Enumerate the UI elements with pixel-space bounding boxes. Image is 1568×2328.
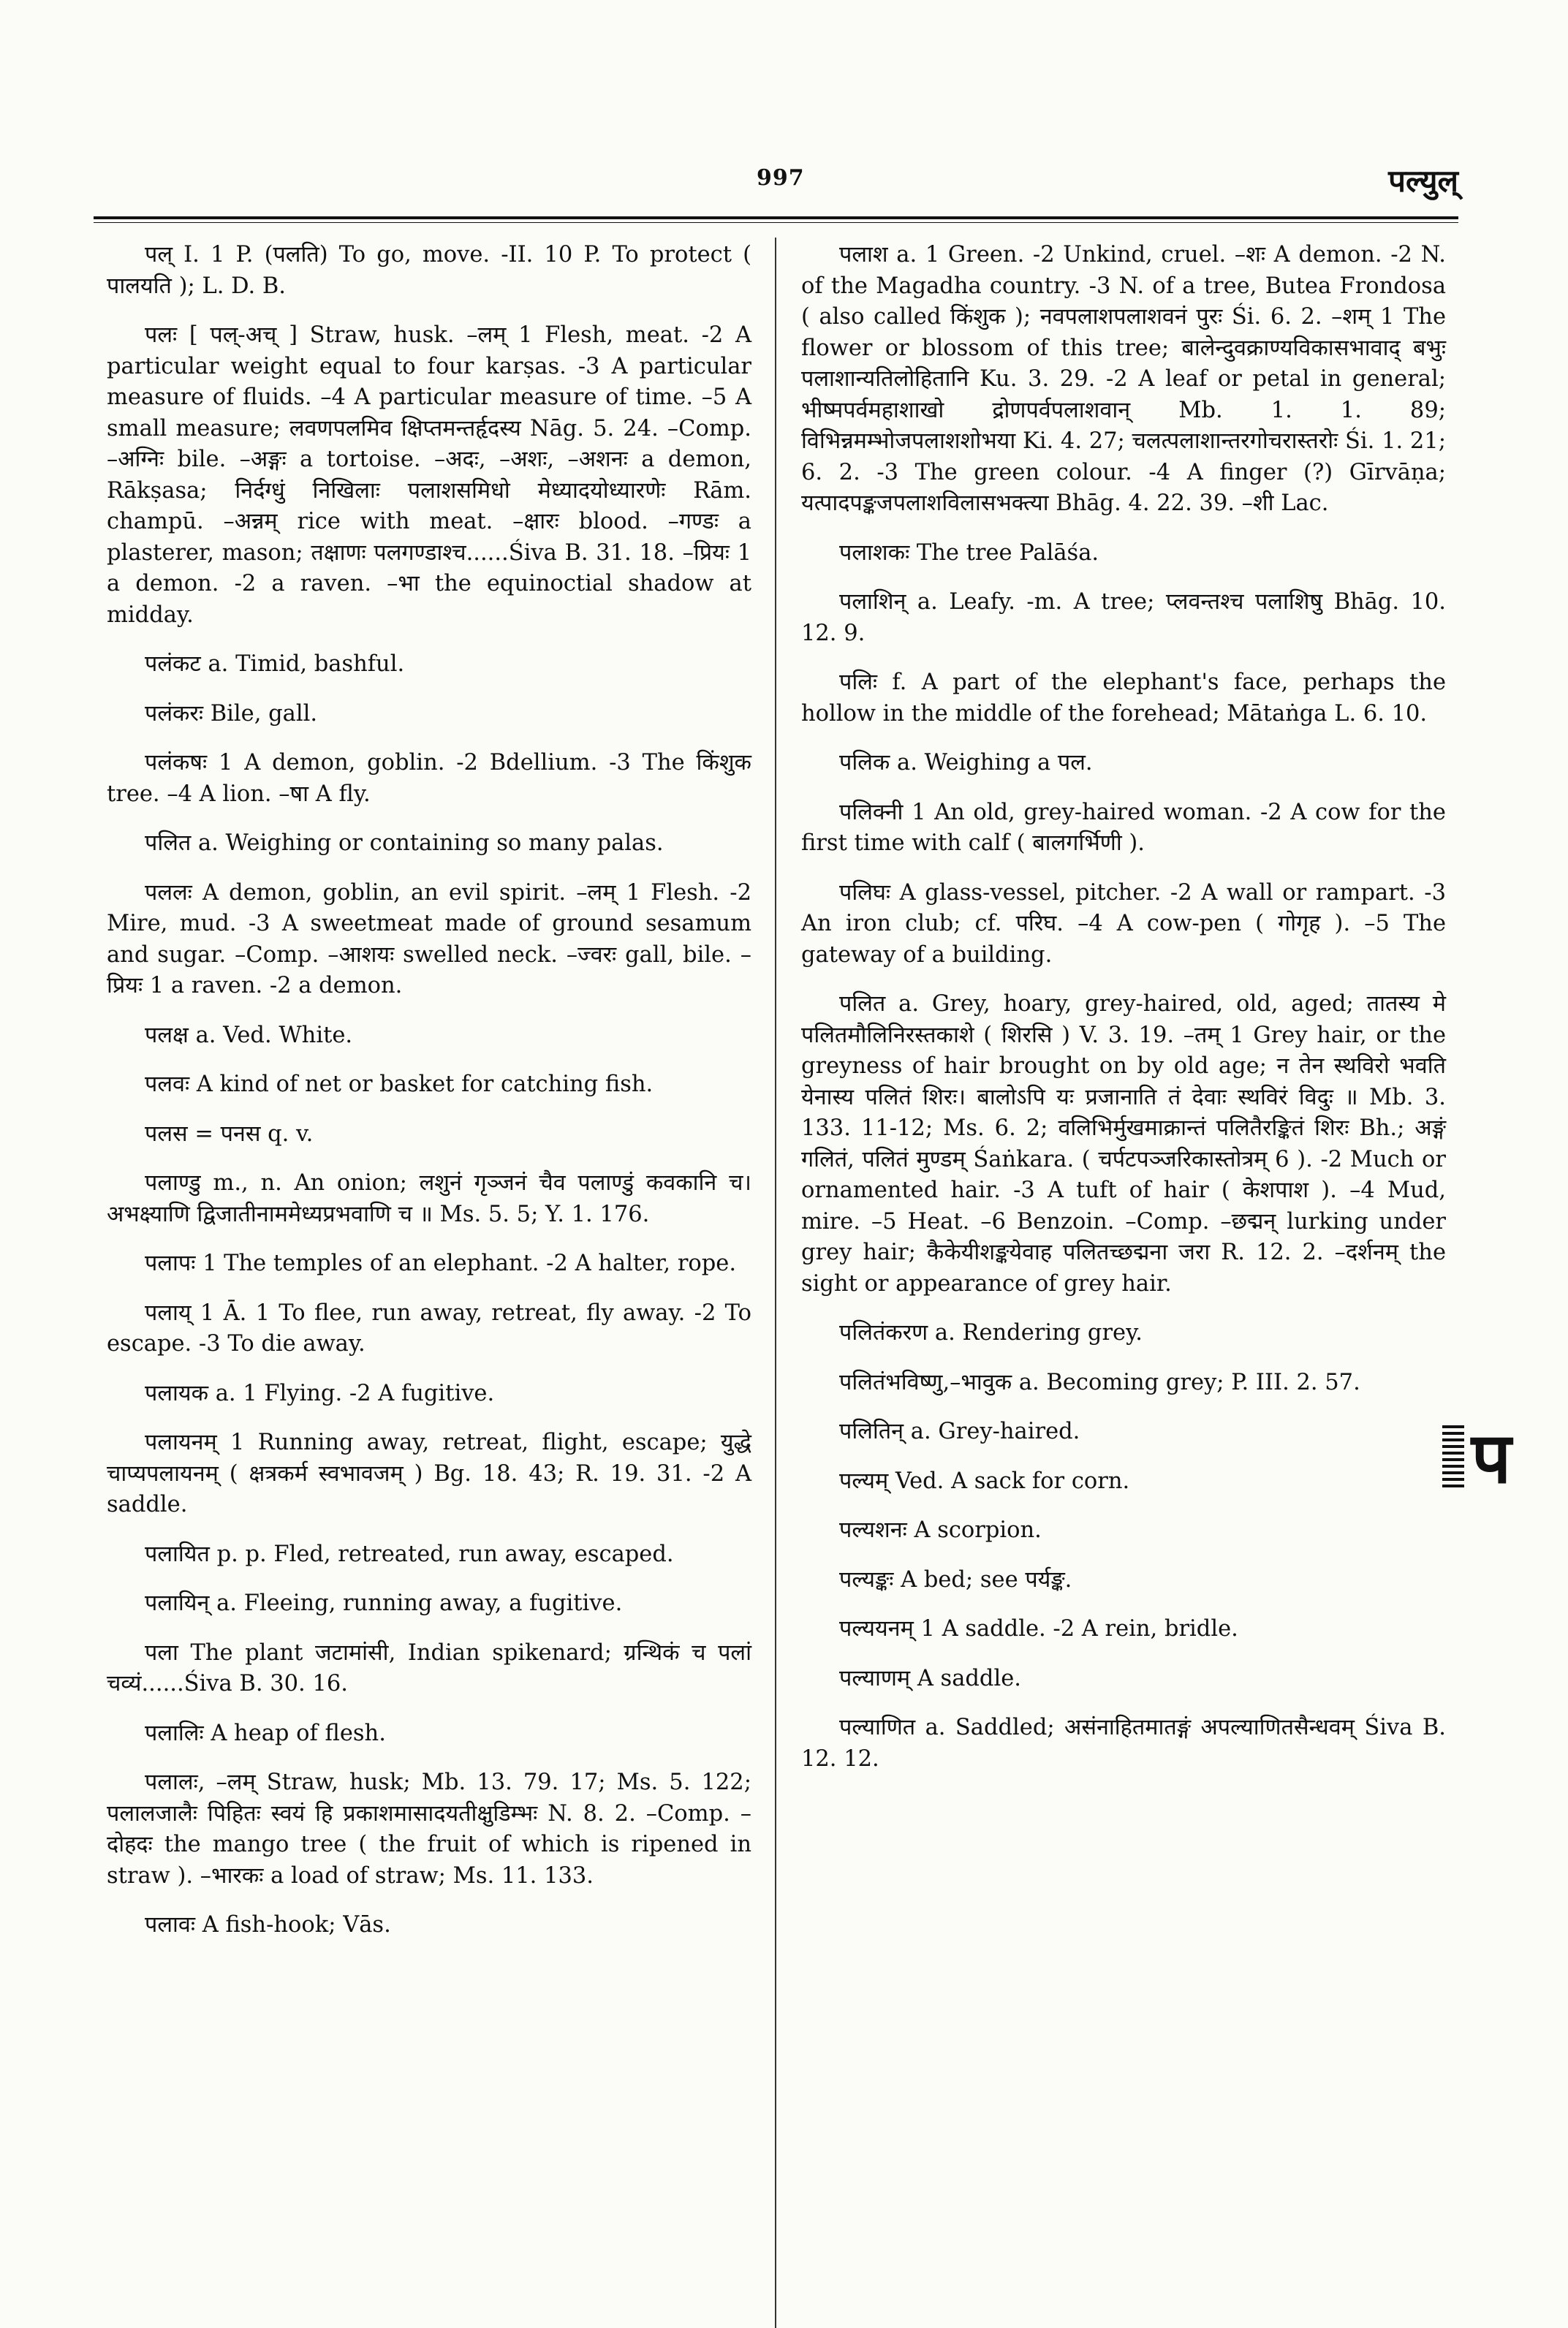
right-column — [801, 240, 1446, 1793]
dictionary-entry: पलितंभविष्णु,–भावुक a. Becoming grey; P. III. 2. 57. — [839, 1369, 1360, 1395]
dictionary-entry: पल् I. 1 P. (पलति) To go, move. -II. 10 P. To protect ( पालयति ); L. D. B. — [107, 242, 751, 299]
dictionary-entry: पलस = पनस q. v. — [145, 1121, 314, 1147]
page-number: 997 — [757, 165, 805, 191]
dictionary-entry: पल्याणम् A saddle. — [839, 1665, 1021, 1691]
column-divider — [775, 238, 776, 2328]
dictionary-entry: पलायित p. p. Fled, retreated, run away, escaped. — [145, 1541, 674, 1567]
dictionary-entry: पलालिः A heap of flesh. — [145, 1720, 386, 1746]
dictionary-entry: पलाण्डु m., n. An onion; लशुनं गृञ्जनं चैव पलाण्डुं कवकानि च। अभक्ष्याणि द्विजातीनाममेध्यप्रभवाणि च ॥ Ms. 5. 5; Y. 1. 176. — [107, 1170, 751, 1227]
dictionary-entry: पलंकषः 1 A demon, goblin. -2 Bdellium. -3 The किंशुक tree. –4 A lion. –षा A fly. — [107, 750, 751, 807]
dictionary-entry: पलिः f. A part of the elephant's face, perhaps the hollow in the middle of the forehead; Mātaṅga L. 6. 10. — [801, 670, 1446, 727]
dictionary-entry: पल्यम् Ved. A sack for corn. — [839, 1468, 1130, 1494]
dictionary-entry: पल्याणित a. Saddled; असंनाहितमातङ्गं अपल्याणितसैन्धवम् Śiva B. 12. 12. — [801, 1715, 1446, 1772]
dictionary-entry: पलिघः A glass-vessel, pitcher. -2 A wall or rampart. -3 An iron club; cf. परिघ. –4 A cow-pen ( गोगृह ). –5 The gateway of a building. — [801, 879, 1446, 968]
dictionary-entry: पलित a. Grey, hoary, grey-haired, old, aged; तातस्य मे पलितमौलिनिरस्तकाशे ( शिरसि ) V. 3. 19. –तम् 1 Grey hair, or the greyness of hair brought on by old age; न तेन स्थविरो भवति येनास्य पलितं शिरः। बालोऽपि यः प्रजानाति तं देवाः स्थविरं विदुः ॥ Mb. 3. 133. 11-12; Ms. 6. 2; वलिभिर्मुखमाक्रान्तं पलितैरङ्कितं शिरः Bh.; अङ्गं गलितं, पलितं मुण्डम् Śaṅkara. ( चर्पटपञ्जरिकास्तोत्रम् 6 ). -2 Much or ornamented hair. -3 A tuft of hair ( केशपाश ). –4 Mud, mire. –5 Heat. –6 Benzoin. –Comp. –छद्मन् lurking under grey hair; कैकेयीशङ्कयेवाह पलितच्छद्मना जरा R. 12. 2. –दर्शनम् the sight or appearance of grey hair. — [801, 991, 1446, 1297]
dictionary-entry: पलवः A kind of net or basket for catching fish. — [145, 1072, 654, 1097]
header-rule-thin — [94, 222, 1458, 223]
dictionary-entry: पलाशिन् a. Leafy. -m. A tree; प्लवन्तश्च पलाशिषु Bhāg. 10. 12. 9. — [801, 589, 1446, 646]
dictionary-entry: पलावः A fish-hook; Vās. — [145, 1912, 391, 1938]
thumb-index-letter: प — [1471, 1417, 1512, 1499]
dictionary-entry: पलायक a. 1 Flying. -2 A fugitive. — [145, 1380, 495, 1406]
left-column — [107, 240, 751, 1960]
dictionary-entry: पलायिन् a. Fleeing, running away, a fugitive. — [145, 1590, 623, 1616]
running-headword: पल्युल् — [1388, 163, 1458, 199]
dictionary-entry: पल्यङ्कः A bed; see पर्यङ्क. — [839, 1566, 1072, 1593]
dictionary-entry: पलितिन् a. Grey-haired. — [839, 1419, 1080, 1444]
dictionary-entry: पल्यशनः A scorpion. — [839, 1517, 1042, 1543]
dictionary-entry: पलाशकः The tree Palāśa. — [839, 539, 1099, 566]
dictionary-entry: पलापः 1 The temples of an elephant. -2 A halter, rope. — [145, 1251, 737, 1276]
dictionary-entry: पलितंकरण a. Rendering grey. — [839, 1320, 1143, 1346]
dictionary-entry: पला The plant जटामांसी, Indian spikenard; ग्रन्थिकं च पलां चव्यं......Śiva B. 30. 16. — [107, 1639, 751, 1696]
dictionary-entry: पलक्ष a. Ved. White. — [145, 1022, 353, 1048]
header-rule — [94, 216, 1458, 219]
dictionary-entry: पलिक्नी 1 An old, grey-haired woman. -2 A cow for the first time with calf ( बालगर्भिणी ). — [801, 799, 1446, 856]
dictionary-entry: पल्ययनम् 1 A saddle. -2 A rein, bridle. — [839, 1616, 1238, 1642]
dictionary-entry: पलाय् 1 Ā. 1 To flee, run away, retreat, fly away. -2 To escape. -3 To die away. — [107, 1300, 751, 1357]
dictionary-entry: पलः [ पल्-अच् ] Straw, husk. –लम् 1 Flesh, meat. -2 A particular weight equal to four karṣas. -3 A particular measure of fluids. –4 A particular measure of time. –5 A small measure; लवणपलमिव क्षिप्तमन्तर्हृदस्य Nāg. 5. 24. –Comp. –अग्निः bile. –अङ्गः a tortoise. –अदः, –अशः, –अशनः a demon, Rākṣasa; निर्दग्धुं निखिलाः पलाशसमिधो मेध्यादयोध्यारणेः Rām. champū. –अन्नम् rice with meat. –क्षारः blood. –गण्डः a plasterer, mason; तक्षाणः पलगण्डाश्च......Śiva B. 31. 18. –प्रियः 1 a demon. -2 a raven. –भा the equinoctial shadow at midday. — [107, 322, 751, 628]
dictionary-entry: पलाश a. 1 Green. -2 Unkind, cruel. –शः A demon. -2 N. of the Magadha country. -3 N. of a tree, Butea Frondosa ( also called किंशुक ); नवपलाशपलाशवनं पुरः Śi. 6. 2. –शम् 1 The flower or blossom of this tree; बालेन्दुवक्राण्यविकासभावाद् बभुः पलाशान्यतिलोहितानि Ku. 3. 29. -2 A leaf or petal in general; भीष्मपर्वमहाशाखो द्रोणपर्वपलाशवान् Mb. 1. 1. 89; विभिन्नमम्भोजपलाशशोभया Ki. 4. 27; चलत्पलाशान्तरगोचरास्तरोः Śi. 1. 21; 6. 2. -3 The green colour. -4 A finger (?) Gīrvāṇa; यत्पादपङ्कजपलाशविलासभक्त्या Bhāg. 4. 22. 39. –शी Lac. — [801, 242, 1446, 516]
dictionary-entry: पलालः, –लम् Straw, husk; Mb. 13. 79. 17; Ms. 5. 122; पलालजालैः पिहितः स्वयं हि प्रकाशमासादयतीक्षुडिम्भः N. 8. 2. –Comp. –दोहदः the mango tree ( the fruit of which is ripened in straw ). –भारकः a load of straw; Ms. 11. 133. — [107, 1770, 751, 1889]
dictionary-entry: पलायनम् 1 Running away, retreat, flight, escape; युद्धे चाप्यपलायनम् ( क्षत्रकर्म स्वभावजम् ) Bg. 18. 43; R. 19. 31. -2 A saddle. — [107, 1430, 751, 1517]
dictionary-entry: पलित a. Weighing or containing so many palas. — [145, 830, 664, 856]
dictionary-entry: पलिक a. Weighing a पल. — [839, 750, 1093, 776]
dictionary-entry: पलंकरः Bile, gall. — [145, 700, 318, 727]
dictionary-entry: पललः A demon, goblin, an evil spirit. –लम् 1 Flesh. -2 Mire, mud. -3 A sweetmeat made of ground sesamum and sugar. –Comp. –आशयः swelled neck. –ज्वरः gall, bile. –प्रियः 1 a raven. -2 a demon. — [107, 879, 751, 998]
dictionary-entry: पलंकट a. Timid, bashful. — [145, 651, 405, 677]
